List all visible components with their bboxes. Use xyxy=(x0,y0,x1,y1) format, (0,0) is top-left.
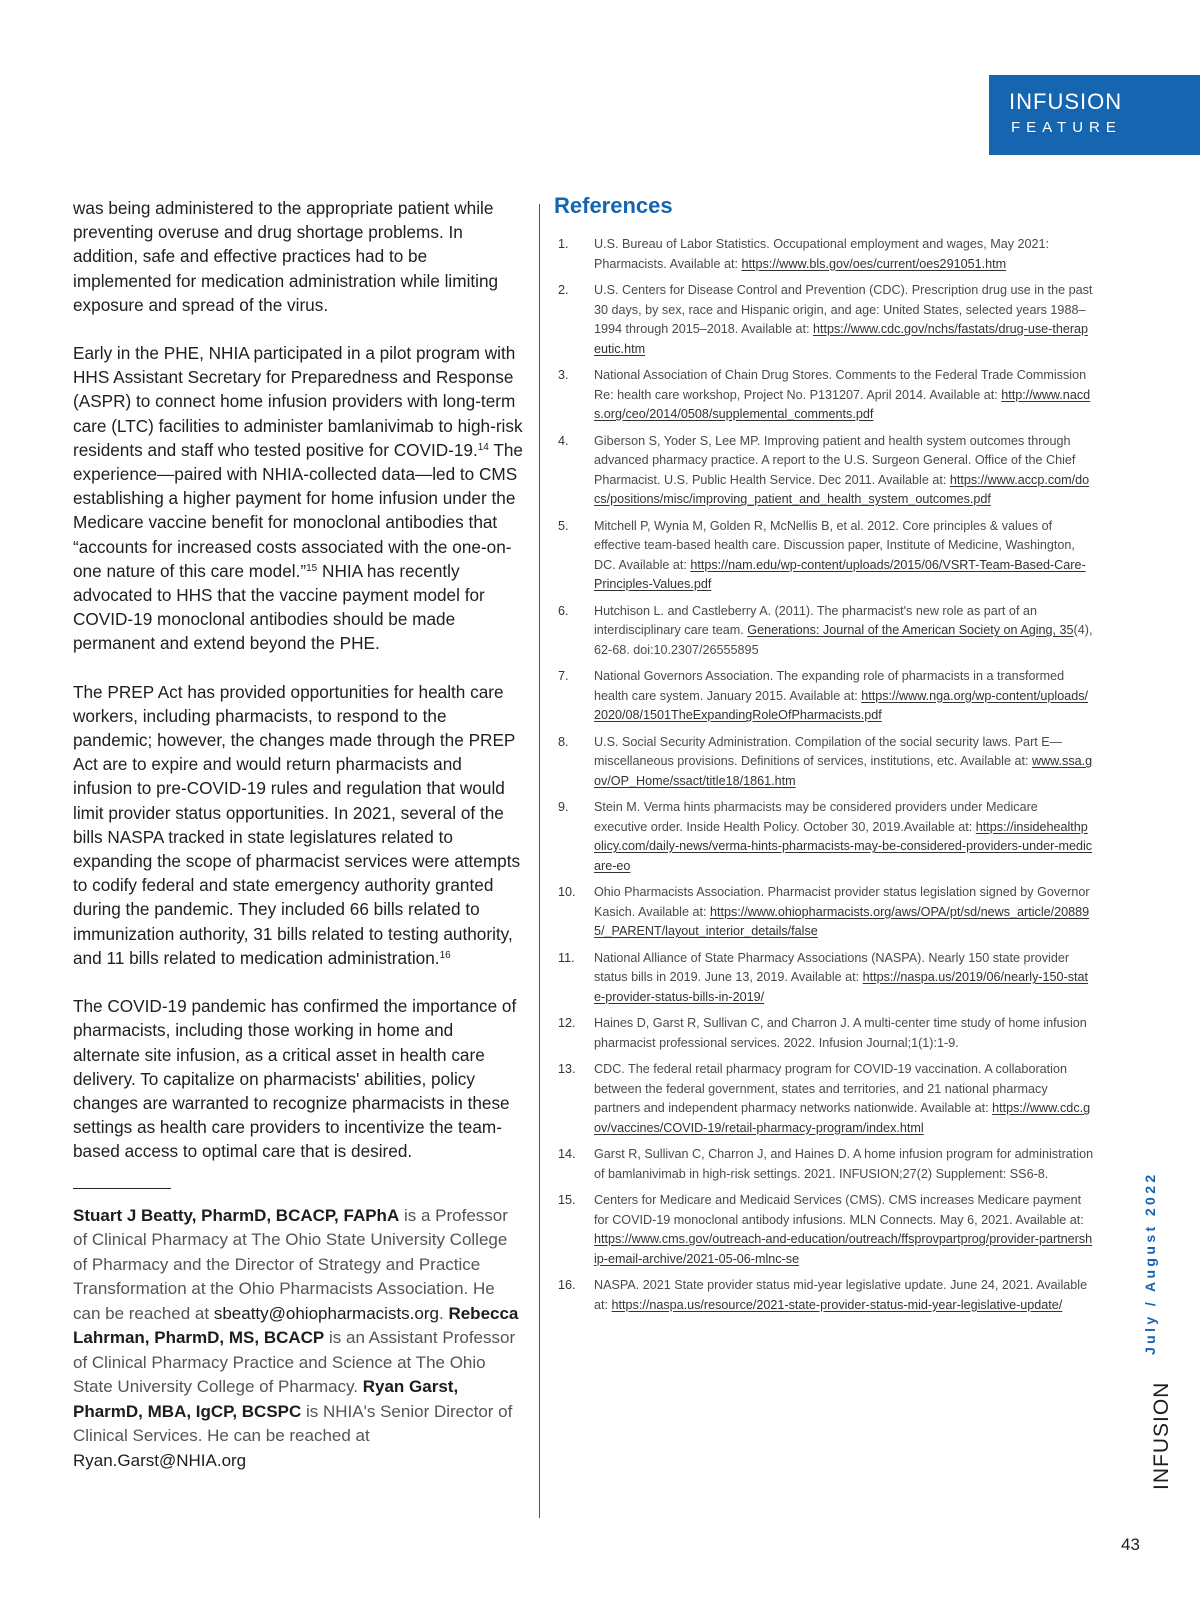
reference-number: 12. xyxy=(558,1016,576,1030)
reference-number: 3. xyxy=(558,368,569,382)
reference-item xyxy=(554,517,1094,595)
reference-number: 9. xyxy=(558,800,569,814)
reference-item xyxy=(554,1014,1094,1053)
reference-item xyxy=(554,667,1094,726)
reference-link[interactable]: https://www.ohiopharmacists.org/aws/OPA/pt/sd/news_article/208895/_PARENT/layout_interior_details/false xyxy=(594,904,1090,938)
reference-link[interactable]: https://www.accp.com/docs/positions/misc/improving_patient_and_health_system_outcomes.pdf xyxy=(594,472,1090,506)
reference-link[interactable]: https://www.bls.gov/oes/current/oes291051.htm xyxy=(741,256,1007,271)
reference-link[interactable]: https://insidehealthpolicy.com/daily-news/verma-hints-pharmacists-may-be-considered-providers-under-medicare-eo xyxy=(594,819,1093,873)
reference-number: 15. xyxy=(558,1193,576,1207)
section-badge xyxy=(989,75,1200,155)
reference-number: 2. xyxy=(558,283,569,297)
references-list xyxy=(554,235,1094,1315)
reference-link[interactable]: https://nam.edu/wp-content/uploads/2015/06/VSRT-Team-Based-Care-Principles-Values.pdf xyxy=(594,557,1086,591)
reference-text: Centers for Medicare and Medicaid Services (CMS). CMS increases Medicare payment for COVID-19 monoclonal antibody infusions. MLN Connects. May 6, 2021. Available at: xyxy=(594,1193,1084,1227)
reference-item xyxy=(554,235,1094,274)
reference-text: Garst R, Sullivan C, Charron J, and Haines D. A home infusion program for administration of bamlanivimab in high-risk settings. 2021. INFUSION;27(2) Supplement: SS6-8. xyxy=(594,1147,1094,1181)
reference-text: Giberson S, Yoder S, Lee MP. Improving patient and health system outcomes through advanced pharmacy practice. A report to the U.S. Surgeon General. Office of the Chief Pharmacist. U.S. Public Health Service. Dec 2011. Available at: xyxy=(594,433,1076,487)
paragraph-2: Early in the PHE, NHIA participated in a pilot program with HHS Assistant Secretary for Preparedness and Response (ASPR) to connect home infusion providers with long-term care (LTC) facilities to administer bamlanivimab to high-risk residents and staff who tested positive for COVID-19.14 The experience—paired with NHIA-collected data—led to CMS establishing a higher payment for home infusion under the Medicare vaccine benefit for monoclonal antibodies that “accounts for increased costs associated with the one-on-one nature of this care model.”$^{15}$ NHIA has recently advocated to HHS that the vaccine payment model for COVID-19 monoclonal antibodies should be made permanent and extend beyond the PHE. xyxy=(73,343,523,654)
reference-item xyxy=(554,1060,1094,1138)
reference-number: 16. xyxy=(558,1278,576,1292)
reference-link[interactable]: https://www.cdc.gov/vaccines/COVID-19/retail-pharmacy-program/index.html xyxy=(594,1101,1091,1135)
reference-text: CDC. The federal retail pharmacy program for COVID-19 vaccination. A collaboration between the federal government, states and territories, and 21 national pharmacy partners and independent pharmacy networks nationwide. Available at: xyxy=(594,1062,1067,1115)
reference-text: U.S. Social Security Administration. Compilation of the social security laws. Part E—miscellaneous provisions. Definitions of services, institutions, etc. Available at: xyxy=(594,734,1063,768)
reference-item xyxy=(554,883,1094,942)
issue-date: July / August 2022 xyxy=(1142,1171,1158,1355)
reference-text: Ohio Pharmacists Association. Pharmacist provider status legislation signed by Governor Kasich. Available at: xyxy=(594,885,1090,919)
author-email-3[interactable]: Ryan.Garst@NHIA.org xyxy=(73,1450,247,1470)
reference-link[interactable]: https://naspa.us/resource/2021-state-provider-status-mid-year-legislative-update/ xyxy=(611,1297,1063,1312)
author-name-2: Rebecca Lahrman, PharmD, MS, BCACP xyxy=(73,1303,519,1348)
references-heading: References xyxy=(554,193,673,218)
feature-label: FEATURE xyxy=(1011,119,1122,136)
reference-link[interactable]: Generations: Journal of the American Society on Aging, 35 xyxy=(747,623,1074,637)
reference-number: 1. xyxy=(558,237,569,251)
author-bios: Stuart J Beatty, PharmD, BCACP, FAPhA is a Professor of Clinical Pharmacy at The Ohio State University College of Pharmacy and the Director of Strategy and Practice Transformation at the Ohio Pharmacists Association. He can be reached at sbeatty@ohiopharmacists.org. Rebecca Lahrman, PharmD, MS, BCACP is an Assistant Professor of Clinical Pharmacy Practice and Science at The Ohio State University College of Pharmacy. Ryan Garst, PharmD, MBA, IgCP, BCSPC is NHIA's Senior Director of Clinical Services. He can be reached at Ryan.Garst@NHIA.org xyxy=(73,1205,519,1470)
paragraph-1: was being administered to the appropriate patient while preventing overuse and drug shortage problems. In addition, safe and effective practices had to be implemented for medication administration while limiting exposure and spread of the virus. xyxy=(73,198,499,315)
reference-text: National Governors Association. The expanding role of pharmacists in a transformed health care system. January 2015. Available at: xyxy=(594,669,1065,703)
reference-text: Haines D, Garst R, Sullivan C, and Charron J. A multi-center time study of home infusion pharmacist professional services. 2022. Infusion Journal;1(1):1-9. xyxy=(594,1016,1087,1050)
reference-number: 5. xyxy=(558,518,569,533)
reference-number: 13. xyxy=(558,1062,576,1076)
author-email-1[interactable]: sbeatty@ohiopharmacists.org xyxy=(213,1303,439,1323)
reference-link[interactable]: www.ssa.gov/OP_Home/ssact/title18/1861.htm xyxy=(594,754,1093,788)
reference-link[interactable]: https://www.nga.org/wp-content/uploads/2020/08/1501TheExpandingRoleOfPharmacists.pdf xyxy=(594,688,1089,722)
reference-item xyxy=(554,281,1094,359)
reference-item xyxy=(554,1191,1094,1269)
reference-number: 14. xyxy=(558,1147,576,1161)
reference-item xyxy=(554,1276,1094,1315)
reference-item xyxy=(554,432,1094,510)
reference-item xyxy=(554,1145,1094,1184)
footnote-15: 15 xyxy=(306,562,318,574)
paragraph-3: The PREP Act has provided opportunities for health care workers, including pharmacists, to respond to the pandemic; however, the changes made through the PREP Act are to expire and would return pharmacists and infusion to pre-COVID-19 rules and regulation that would limit provider status opportunities. In 2021, several of the bills NASPA tracked in state legislatures related to expanding the scope of pharmacist services were attempts to codify federal and state emergency authority granted during the pandemic. They included 66 bills related to immunization authority, 31 bills related to testing authority, and 11 bills related to medication administration.$^{16}$ xyxy=(73,681,521,968)
footer-logo: INFUSION xyxy=(1150,1381,1173,1490)
reference-text: NASPA. 2021 State provider status mid-year legislative update. June 24, 2021. Available at: xyxy=(594,1278,1088,1312)
reference-link[interactable]: https://naspa.us/2019/06/nearly-150-state-provider-status-bills-in-2019/ xyxy=(594,970,1089,1004)
reference-text: Hutchison L. and Castleberry A. (2011). The pharmacist's new role as part of an interdisciplinary care team. xyxy=(594,603,1037,637)
column-divider xyxy=(539,204,540,1518)
reference-number: 7. xyxy=(558,669,569,683)
footnote-14: 14 xyxy=(477,441,489,453)
reference-text: National Association of Chain Drug Stores. Comments to the Federal Trade Commission Re: health care workshop, Project No. P131207. April 2014. Available at: xyxy=(594,368,1087,402)
reference-number: 10. xyxy=(558,885,576,899)
reference-text: National Alliance of State Pharmacy Associations (NASPA). Nearly 150 state provider status bills in 2019. June 13, 2019. Available at: xyxy=(594,950,1070,984)
reference-number: 4. xyxy=(558,433,569,448)
paragraph-4: The COVID-19 pandemic has confirmed the importance of pharmacists, including those working in home and alternate site infusion, as a critical asset in health care delivery. To capitalize on pharmacists' abilities, policy changes are warranted to recognize pharmacists in these settings as health care providers to incentivize the team-based access to optimal care that is desired. xyxy=(73,996,517,1162)
reference-link[interactable]: https://www.cdc.gov/nchs/fastats/drug-use-therapeutic.htm xyxy=(594,322,1089,356)
references-section xyxy=(554,193,1094,1322)
reference-item xyxy=(554,798,1094,876)
reference-number: 6. xyxy=(558,603,569,618)
reference-item xyxy=(554,366,1094,425)
reference-item xyxy=(554,733,1094,792)
author-name-3: Ryan Garst, PharmD, MBA, IgCP, BCSPC xyxy=(73,1377,459,1421)
author-name-1: Stuart J Beatty, PharmD, BCACP, FAPhA xyxy=(73,1205,400,1225)
reference-number: 11. xyxy=(558,950,575,965)
reference-text: U.S. Centers for Disease Control and Prevention (CDC). Prescription drug use in the past 30 days, by sex, race and Hispanic origin, and age: United States, selected years 1988–1994 through 2015–2018. Available at: xyxy=(594,283,1093,336)
reference-number: 8. xyxy=(558,734,569,749)
reference-item xyxy=(554,602,1094,661)
infusion-logo: INFUSION xyxy=(1009,89,1123,114)
reference-text: Mitchell P, Wynia M, Golden R, McNellis B, et al. 2012. Core principles & values of effective team-based health care. Discussion paper, Institute of Medicine, Washington, DC. Available at: xyxy=(594,518,1075,572)
reference-text: U.S. Bureau of Labor Statistics. Occupational employment and wages, May 2021: Pharmacists. Available at: xyxy=(594,237,1050,271)
reference-text: Stein M. Verma hints pharmacists may be considered providers under Medicare executive order. Inside Health Policy. October 30, 2019.Available at: xyxy=(594,800,1038,834)
bio-divider xyxy=(73,1188,171,1189)
reference-item xyxy=(554,949,1094,1008)
page-number: 43 xyxy=(1121,1535,1140,1554)
reference-link[interactable]: http://www.nacds.org/ceo/2014/0508/supplemental_comments.pdf xyxy=(594,387,1091,421)
article-body xyxy=(73,196,523,1473)
reference-link[interactable]: https://www.cms.gov/outreach-and-education/outreach/ffsprovpartprog/provider-partnership-email-archive/2021-05-06-mlnc-se xyxy=(594,1232,1093,1266)
reference-tail: (4), 62-68. doi:10.2307/26555895 xyxy=(594,623,1093,657)
footnote-16: 16 xyxy=(439,949,451,961)
